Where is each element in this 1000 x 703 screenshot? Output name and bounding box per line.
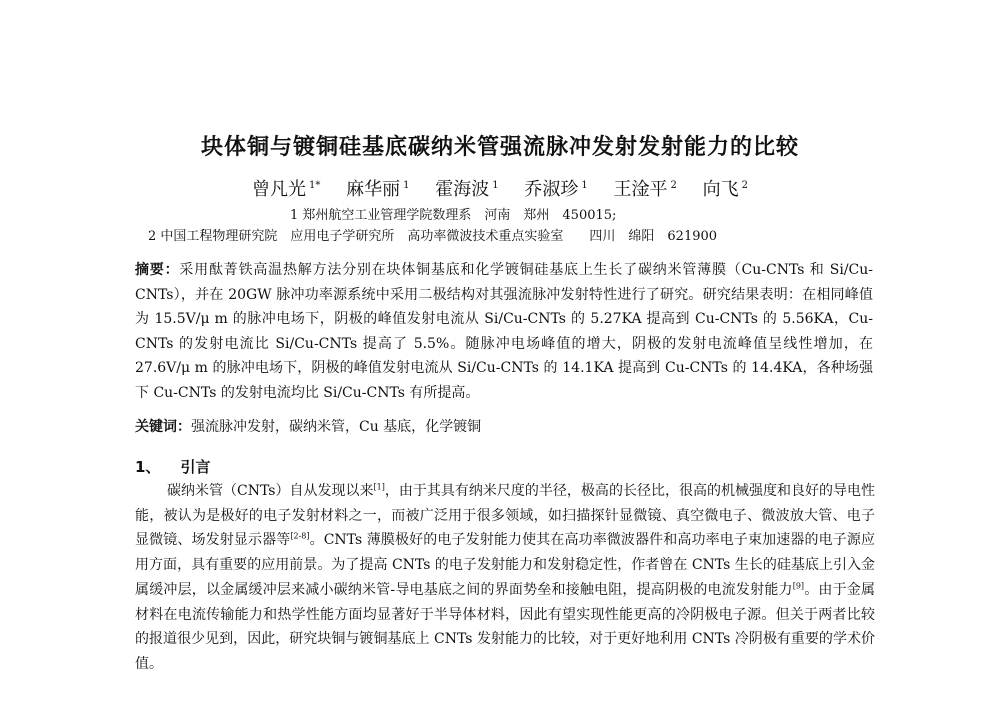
keywords-label: 关键词： [135,419,191,435]
author [613,173,676,203]
author-name: 乔淑珍 [524,179,579,200]
citation: [9] [792,581,805,591]
author-name: 霍海波 [435,179,490,200]
author-affiliation-mark: 1 [403,180,410,191]
intro-text-3: 。CNTs 薄膜极好的电子发射能力使其在高功率微波器件和高功率电子束加速器的电子源应用方面，具有重要的应用前景。为了提高 CNTs 的电子发射能力和发射稳定性，作者曾在 CNTs 生长的硅基底上引入金属缓冲层，以金属缓冲层来减小碳纳米管-导电基底之间的界面势垒和接触电阻，提高阴极的电流发射能力 [135,532,875,598]
intro-text-1: 碳纳米管（CNTs）自从发现以来 [167,483,374,499]
affiliation-1: 1 郑州航空工业管理学院数理系 河南 郑州 450015; [290,208,617,223]
author [252,173,320,203]
affiliation-2: 2 中国工程物理研究院 应用电子学研究所 高功率微波技术重点实验室 四川 绵阳 621900 [148,229,718,244]
author-affiliation-mark: 2 [670,180,677,191]
author [435,173,498,203]
author-list [0,173,1000,203]
author-affiliation-mark: 1 [581,180,588,191]
keywords-text: 强流脉冲发射，碳纳米管，Cu 基底，化学镀铜 [191,419,482,435]
author-name: 向飞 [702,179,739,200]
author-affiliation-mark: 2 [741,180,748,191]
section-heading [135,456,210,478]
author [346,173,409,203]
section-title: 引言 [180,458,211,476]
abstract-label: 摘要： [135,262,180,278]
author-affiliation-mark: 1 [492,180,499,191]
author-affiliation-mark: 1* [309,180,321,191]
citation: [2-8] [290,531,310,541]
paper-title: 块体铜与镀铜硅基底碳纳米管强流脉冲发射发射能力的比较 [200,135,799,160]
abstract-text: 采用酞菁铁高温热解方法分别在块体铜基底和化学镀铜硅基底上生长了碳纳米管薄膜（Cu-CNTs 和 Si/Cu-CNTs），并在 20GW 脉冲功率源系统中采用二极结构对其强流脉冲发射特性进行了研究。研究结果表明：在相同峰值为 15.5V/μ m 的脉冲电场下，阴极的峰值发射电流从 Si/Cu-CNTs 的 5.27KA 提高到 Cu-CNTs 的 5.56KA，Cu-CNTs 的发射电流比 Si/Cu-CNTs 提高了 5.5%。随脉冲电场峰值的增大，阴极的发射电流峰值呈线性增加，在 27.6V/μ m 的脉冲电场下，阴极的峰值发射电流从 Si/Cu-CNTs 的 14.1KA 提高到 Cu-CNTs 的 14.4KA，各种场强下 Cu-CNTs 的发射电流均比 Si/Cu-CNTs 有所提高。 [135,262,873,401]
author [703,173,748,203]
intro-text-2: ，由于其具有纳米尺度的半径，极高的长径比，很高的机械强度和良好的导电性能，被认为是极好的电子发射材料之一，而被广泛用于很多领域，如扫描探针显微镜、真空微电子、微波放大管、电子显微镜、场发射显示器等 [135,483,876,549]
introduction-paragraph [135,479,875,677]
section-number: 1、 [135,458,161,476]
abstract [135,258,873,405]
keywords [135,416,481,438]
author-name: 麻华丽 [346,179,401,200]
author-name: 王淦平 [613,179,668,200]
intro-text-4: 。由于金属材料在电流传输能力和热学性能方面均显著好于半导体材料，因此有望实现性能更高的冷阴极电子源。但关于两者比较的报道很少见到，因此，研究块铜与镀铜基底上 CNTs 发射能力的比较，对于更好地利用 CNTs 冷阴极有重要的学术价值。 [135,581,876,672]
author [524,173,587,203]
citation: [1] [373,482,385,492]
author-name: 曾凡光 [252,179,307,200]
